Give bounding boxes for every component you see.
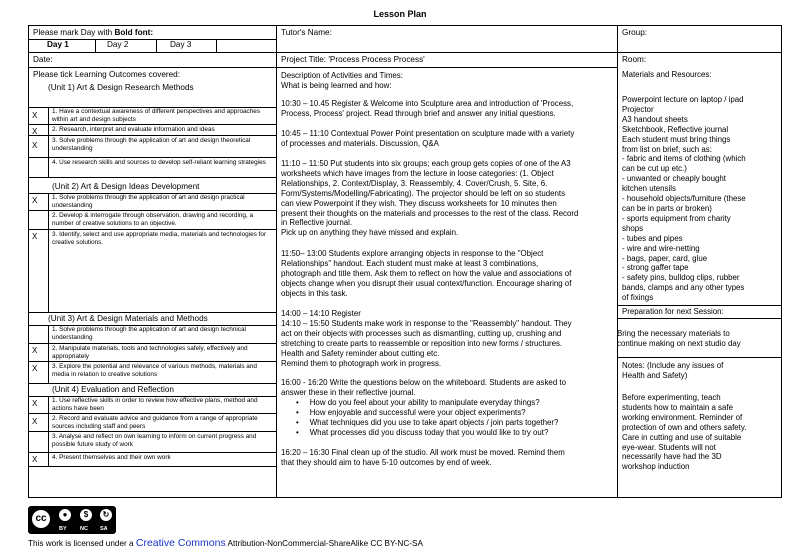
outcome-u4-2: 2. Record and evaluate advice and guidance from a range of appropriate sources including staff and peers <box>52 415 258 430</box>
question-item: • What processes did you discuss today that you would like to try out? <box>296 427 549 437</box>
notes-heading: Notes: (Include any issues of Health and Safety) <box>622 361 724 380</box>
nc-icon: $ <box>78 507 94 523</box>
outcome-u2-1: 1. Solve problems through the application of art and design practical understanding <box>52 194 245 209</box>
unit-4-heading: (Unit 4) Evaluation and Reflection <box>52 385 174 394</box>
outcome-u2-3: 3. Identify, select and use appropriate media, materials and technologies for creative solutions. <box>52 231 267 246</box>
tick-heading: Please tick Learning Outcomes covered: <box>33 70 180 79</box>
room-label: Room: <box>622 55 647 64</box>
outcome-tick[interactable]: X <box>32 346 38 355</box>
sa-label: SA <box>100 526 108 532</box>
materials-list: Powerpoint lecture on laptop / ipad Projector A3 handout sheets Sketchbook, Reflective journal Each student must bring things from list on brief, such as: - fabric and items of clothing (which can be cut up etc.) - unwanted or cheaply bought kitchen utensils - household objects/furniture (these can be in parts or broken) - sports equipment from charity shops - tubes and pipes - wire and wire-netting - bags, paper, card, glue - strong gaffer tape - safety pins, bulldog clips, rubber bands, clamps and any other types of fixings <box>622 95 746 303</box>
prep-text: Bring the necessary materials to continue making on next studio day <box>617 329 741 348</box>
question-item: • How enjoyable and successful were your object experiments? <box>296 407 526 417</box>
day-1[interactable]: Day 1 <box>47 40 69 49</box>
date-label: Date: <box>33 55 53 64</box>
license-text: This work is licensed under a Creative Commons Attribution-NonCommercial-ShareAlike CC BY-NC-SA <box>28 537 423 549</box>
day-2[interactable]: Day 2 <box>107 40 129 49</box>
activity-1600: 16:00 - 16:20 Write the questions below on the whiteboard. Students are asked to answer these in their reflective journal. <box>281 378 566 397</box>
page-title: Lesson Plan <box>373 9 427 19</box>
unit-1-heading: (Unit 1) Art & Design Research Methods <box>48 83 194 92</box>
activity-1400: 14:00 – 14:10 Register 14:10 – 15:50 Students make work in response to the "Reassembly" handout. They act on their objects with processes such as dismantling, cutting up, crushing and stretching to create parts to reassemble or reposition into new forms / structures. Health and Safety reminder about cutting etc. Remind them to photograph work in progress. <box>281 309 572 368</box>
column-divider-right <box>617 25 618 498</box>
description-heading: Description of Activities and Times: <box>281 71 403 80</box>
outcome-u1-1: 1. Have a contextual awareness of different perspectives and approaches within art and design subjects <box>52 108 261 123</box>
tutor-name-label: Tutor's Name: <box>281 28 332 37</box>
outcome-tick[interactable]: X <box>32 455 38 464</box>
by-icon: ● <box>57 507 73 523</box>
group-label: Group: <box>622 28 648 37</box>
materials-heading: Materials and Resources: <box>622 70 712 79</box>
unit-2-heading: (Unit 2) Art & Design Ideas Development <box>52 182 200 191</box>
cc-icon: cc <box>30 508 52 530</box>
outcome-tick[interactable]: X <box>32 232 38 241</box>
outcome-u3-2: 2. Manipulate materials, tools and technologies safely, effectively and appropriately <box>52 345 248 360</box>
outcome-u3-1: 1. Solve problems through the application of art and design technical understanding <box>52 326 246 341</box>
unit-3-heading: (Unit 3) Art & Design Materials and Methods <box>48 314 208 323</box>
outcome-u4-4: 4. Present themselves and their own work <box>52 454 171 461</box>
outcome-u3-3: 3. Explore the potential and relevance of various methods, materials and media in relation to creative solutions <box>52 363 257 378</box>
outcome-u1-4: 4. Use research skills and sources to develop self-reliant learning strategies <box>52 159 266 166</box>
activity-1150: 11:50– 13:00 Students explore arranging objects in response to the "Object Relationships" handout. Each student must make at least 3 combinations, photograph and title them. Ask them to reflect on how the value and associations of objects change when you disrupt their usual context/function. Encourage sharing of objects in this task. <box>281 249 572 298</box>
day-3[interactable]: Day 3 <box>170 40 192 49</box>
sa-icon: ↻ <box>98 507 114 523</box>
prep-heading: Preparation for next Session: <box>622 307 724 316</box>
outcome-u2-2: 2. Develop & interrogate through observation, drawing and recording, a number of creative solutions to an objective. <box>52 212 254 227</box>
outcome-tick[interactable]: X <box>32 196 38 205</box>
by-label: BY <box>59 526 67 532</box>
outcome-tick[interactable]: X <box>32 141 38 150</box>
outcome-u4-1: 1. Use reflective skills in order to review how effective plans, method and actions have been <box>52 397 258 412</box>
column-divider-left <box>276 25 277 498</box>
activity-1110: 11:10 – 11:50 Put students into six groups; each group gets copies of one of the A3 worksheets which have images from the lecture in loose categories: (1. Object Relationships, 2. Context/Display, 3. Reassembly, 4. Cover/Crush, 5. Site, 6. Form/Systems/Modelling/Fabricating). The projector should be left on so students can view Powerpoint if they wish. They discuss worksheets for 10 minutes then present their thoughts on the materials and processes to the rest of the class. Record in Reflective journal. Pick up on anything they have missed and explain. <box>281 159 579 238</box>
outcome-tick[interactable]: X <box>32 417 38 426</box>
project-title: Project Title: 'Process Process Process' <box>281 55 425 64</box>
description-subheading: What is being learned and how: <box>281 81 392 90</box>
outcome-tick[interactable]: X <box>32 364 38 373</box>
outcome-tick[interactable]: X <box>32 399 38 408</box>
creative-commons-logo[interactable] <box>28 506 116 534</box>
outcome-tick[interactable]: X <box>32 111 38 120</box>
question-item: • How do you feel about your ability to manipulate everyday things? <box>296 398 540 407</box>
activity-1045: 10:45 – 11:10 Contextual Power Point presentation on sculpture made with a variety of processes and materials. Discussion, Q&A <box>281 129 575 148</box>
outcome-tick[interactable]: X <box>32 127 38 136</box>
activity-1620: 16:20 – 16:30 Final clean up of the studio. All work must be moved. Remind them that they should aim to have 5-10 outcomes by end of week. <box>281 448 565 467</box>
notes-text: Before experimenting, teach students how to maintain a safe working environment. Reminder of protection of own and others safety. Care in cutting and use of suitable eye-wear. Students will not necessarily have had the 3D workshop induction <box>622 393 747 472</box>
outcome-u1-3: 3. Solve problems through the application of art and design theoretical understanding <box>52 137 251 152</box>
nc-label: NC <box>80 526 88 532</box>
mark-day-label: Please mark Day with Bold font: <box>33 28 154 37</box>
creative-commons-link[interactable]: Creative Commons <box>135 537 226 549</box>
activity-1030: 10:30 – 10.45 Register & Welcome into Sculpture area and introduction of 'Process, Process, Process' project. Read through brief and answer any initial questions. <box>281 99 574 118</box>
outcome-u4-3: 3. Analyse and reflect on own learning to inform on current progress and possible future study of work <box>52 433 257 448</box>
reflection-questions <box>296 398 558 438</box>
question-item: • What techniques did you use to take apart objects / join parts together? <box>296 417 559 427</box>
outcome-u1-2: 2. Research, interpret and evaluate information and ideas <box>52 126 215 133</box>
